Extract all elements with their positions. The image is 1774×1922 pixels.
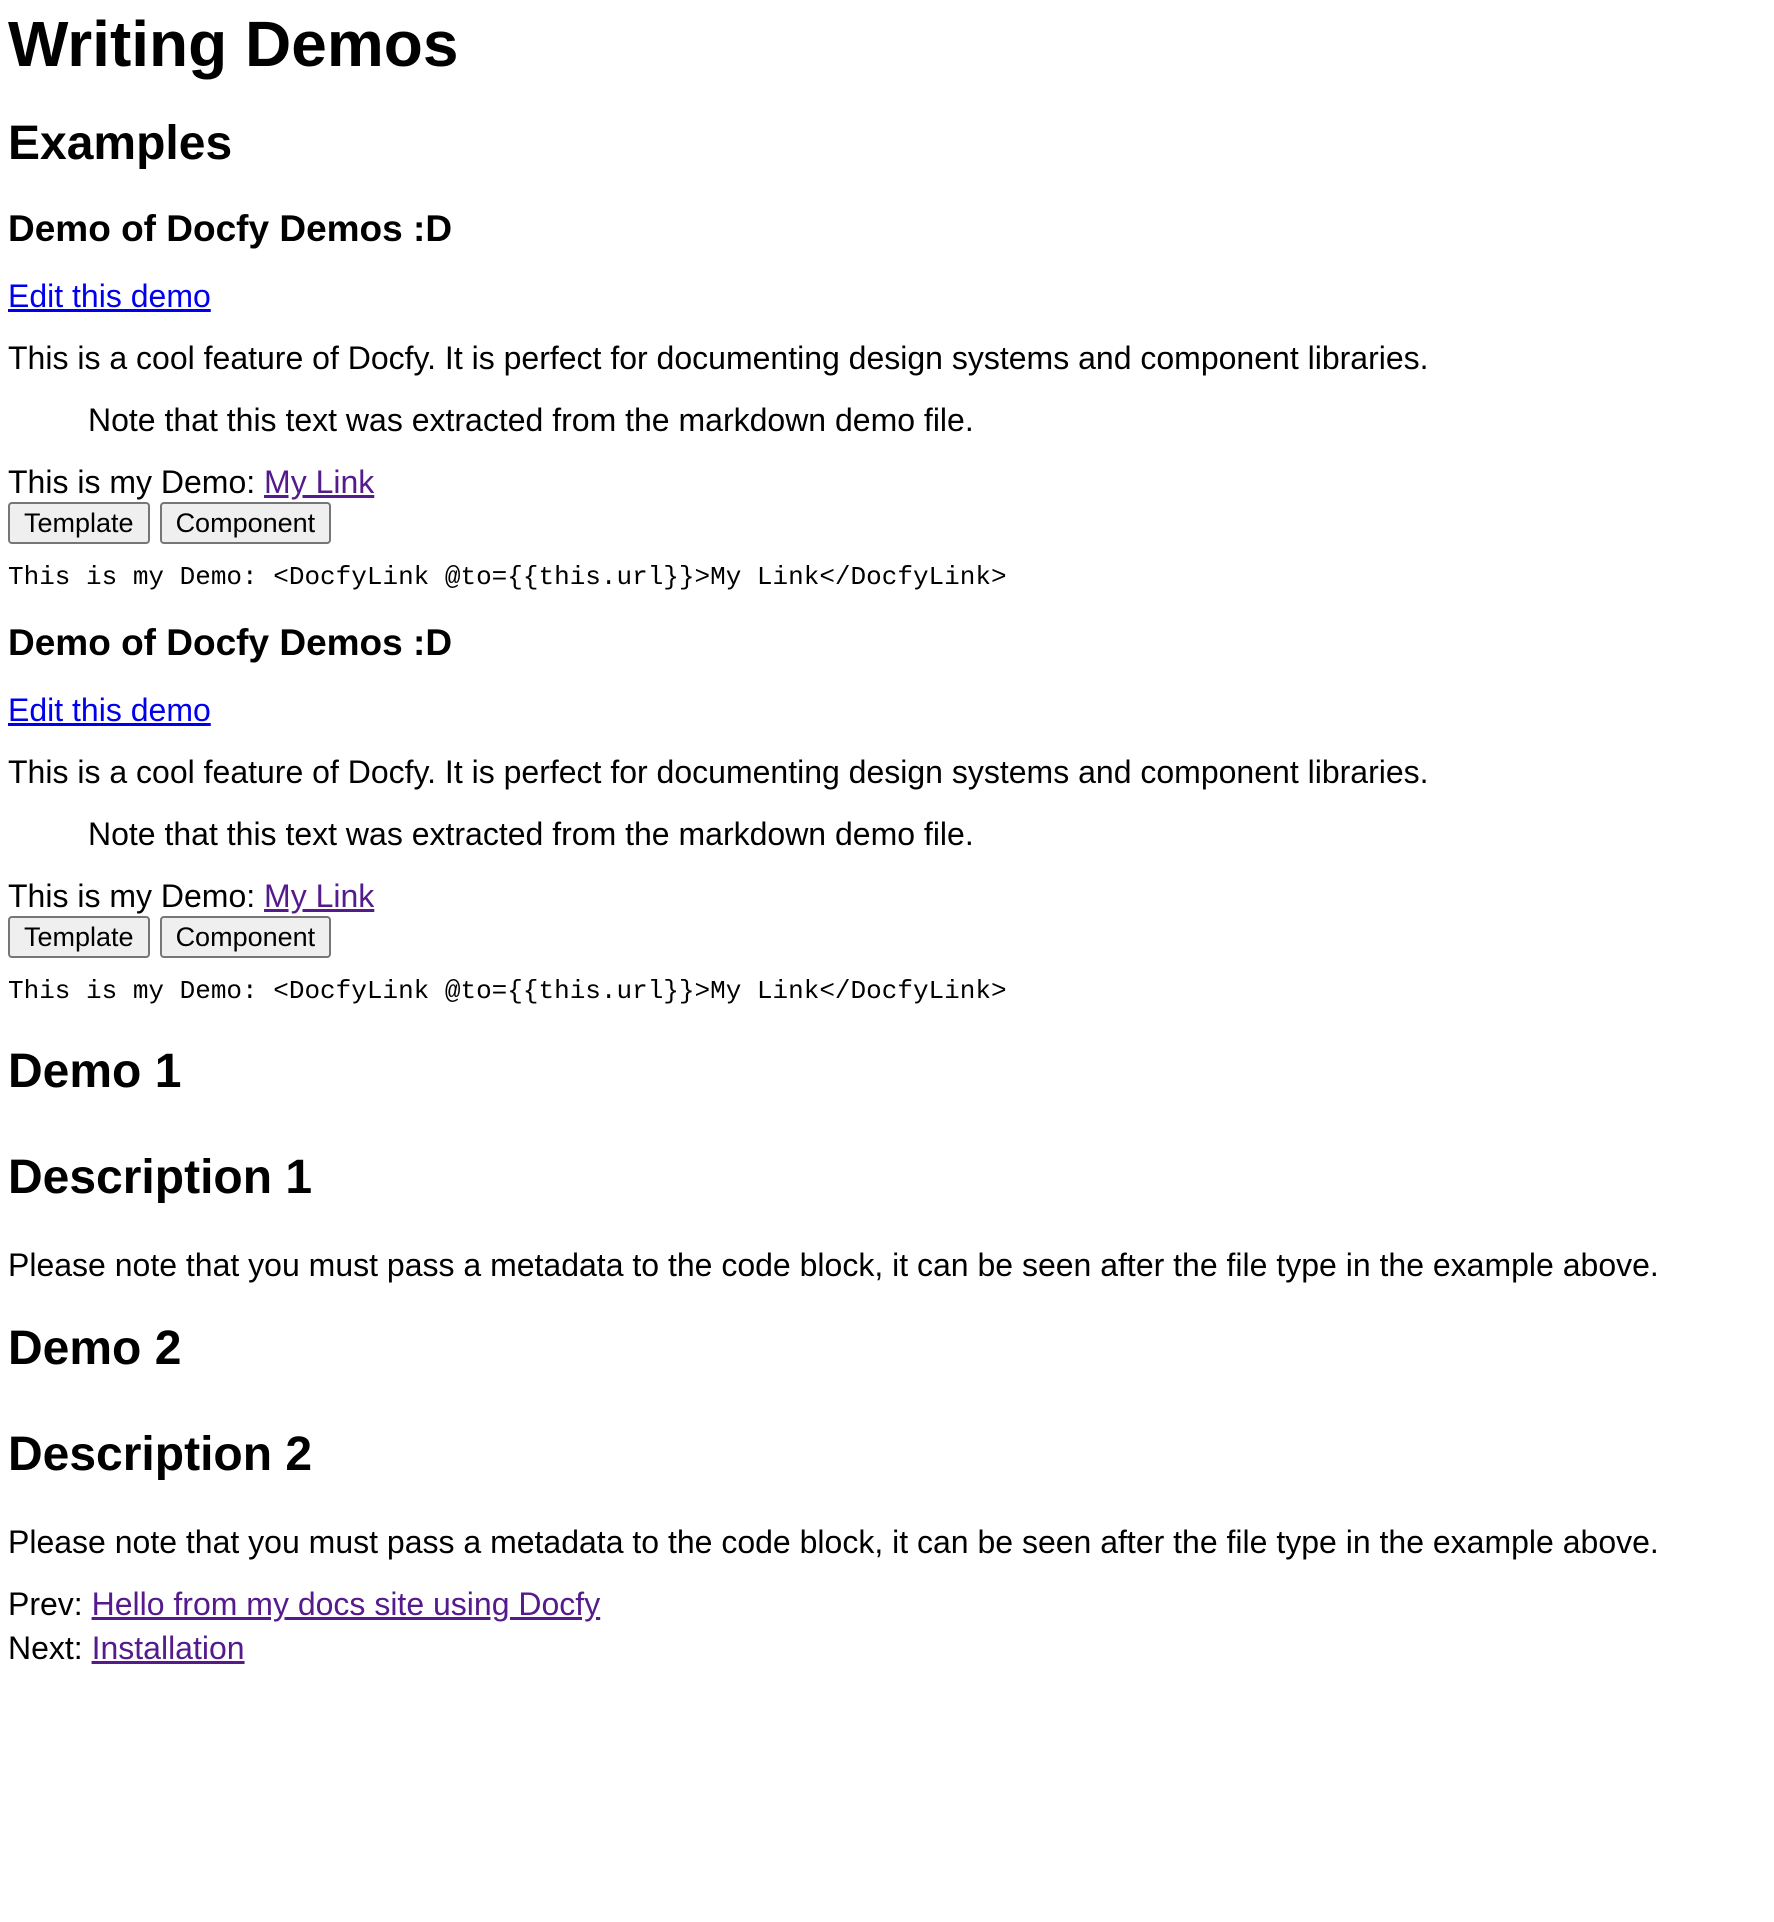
description-1-heading: Description 1	[8, 1151, 313, 1204]
template-tab-button[interactable]: Template	[8, 502, 150, 544]
component-tab-button[interactable]: Component	[160, 916, 332, 958]
edit-demo-link[interactable]: Edit this demo	[8, 278, 211, 314]
demo-block	[8, 206, 1758, 594]
demo-code-block: This is my Demo: <DocfyLink @to={{this.url}}>My Link</DocfyLink>	[8, 562, 1007, 592]
template-tab-button[interactable]: Template	[8, 916, 150, 958]
demo-preview	[8, 876, 1758, 916]
description-2-text: Please note that you must pass a metadata to the code block, it can be seen after the file type in the example above.	[8, 1524, 1659, 1560]
prev-page-link[interactable]: Hello from my docs site using Docfy	[91, 1586, 601, 1622]
demo-note: Note that this text was extracted from the markdown demo file.	[88, 402, 974, 438]
description-1-text: Please note that you must pass a metadata to the code block, it can be seen after the file type in the example above.	[8, 1247, 1659, 1283]
prev-nav	[8, 1582, 1758, 1626]
description-2-heading: Description 2	[8, 1428, 313, 1481]
demo-title: Demo of Docfy Demos :D	[8, 622, 453, 663]
demo-preview-text: This is my Demo:	[8, 878, 265, 914]
demo-my-link[interactable]: My Link	[264, 464, 375, 500]
demo-note: Note that this text was extracted from the markdown demo file.	[88, 816, 974, 852]
demo-block	[8, 620, 1758, 1008]
demo-title: Demo of Docfy Demos :D	[8, 208, 453, 249]
demo-code-block: This is my Demo: <DocfyLink @to={{this.url}}>My Link</DocfyLink>	[8, 976, 1007, 1006]
next-page-link[interactable]: Installation	[91, 1630, 245, 1666]
pagination	[8, 1582, 1758, 1670]
demo-2-heading: Demo 2	[8, 1322, 182, 1375]
examples-heading: Examples	[8, 117, 233, 170]
demo-preview	[8, 462, 1758, 502]
edit-demo-link[interactable]: Edit this demo	[8, 692, 211, 728]
demo-preview-text: This is my Demo:	[8, 464, 265, 500]
demo-description: This is a cool feature of Docfy. It is perfect for documenting design systems and component libraries.	[8, 754, 1429, 790]
demo-tab-buttons	[8, 916, 1758, 960]
next-nav	[8, 1626, 1758, 1670]
demo-tab-buttons	[8, 502, 1758, 546]
page-title: Writing Demos	[8, 8, 459, 80]
demo-1-heading: Demo 1	[8, 1045, 182, 1098]
demo-description: This is a cool feature of Docfy. It is perfect for documenting design systems and component libraries.	[8, 340, 1429, 376]
demo-my-link[interactable]: My Link	[264, 878, 375, 914]
prev-label: Prev:	[8, 1586, 92, 1622]
next-label: Next:	[8, 1630, 92, 1666]
component-tab-button[interactable]: Component	[160, 502, 332, 544]
